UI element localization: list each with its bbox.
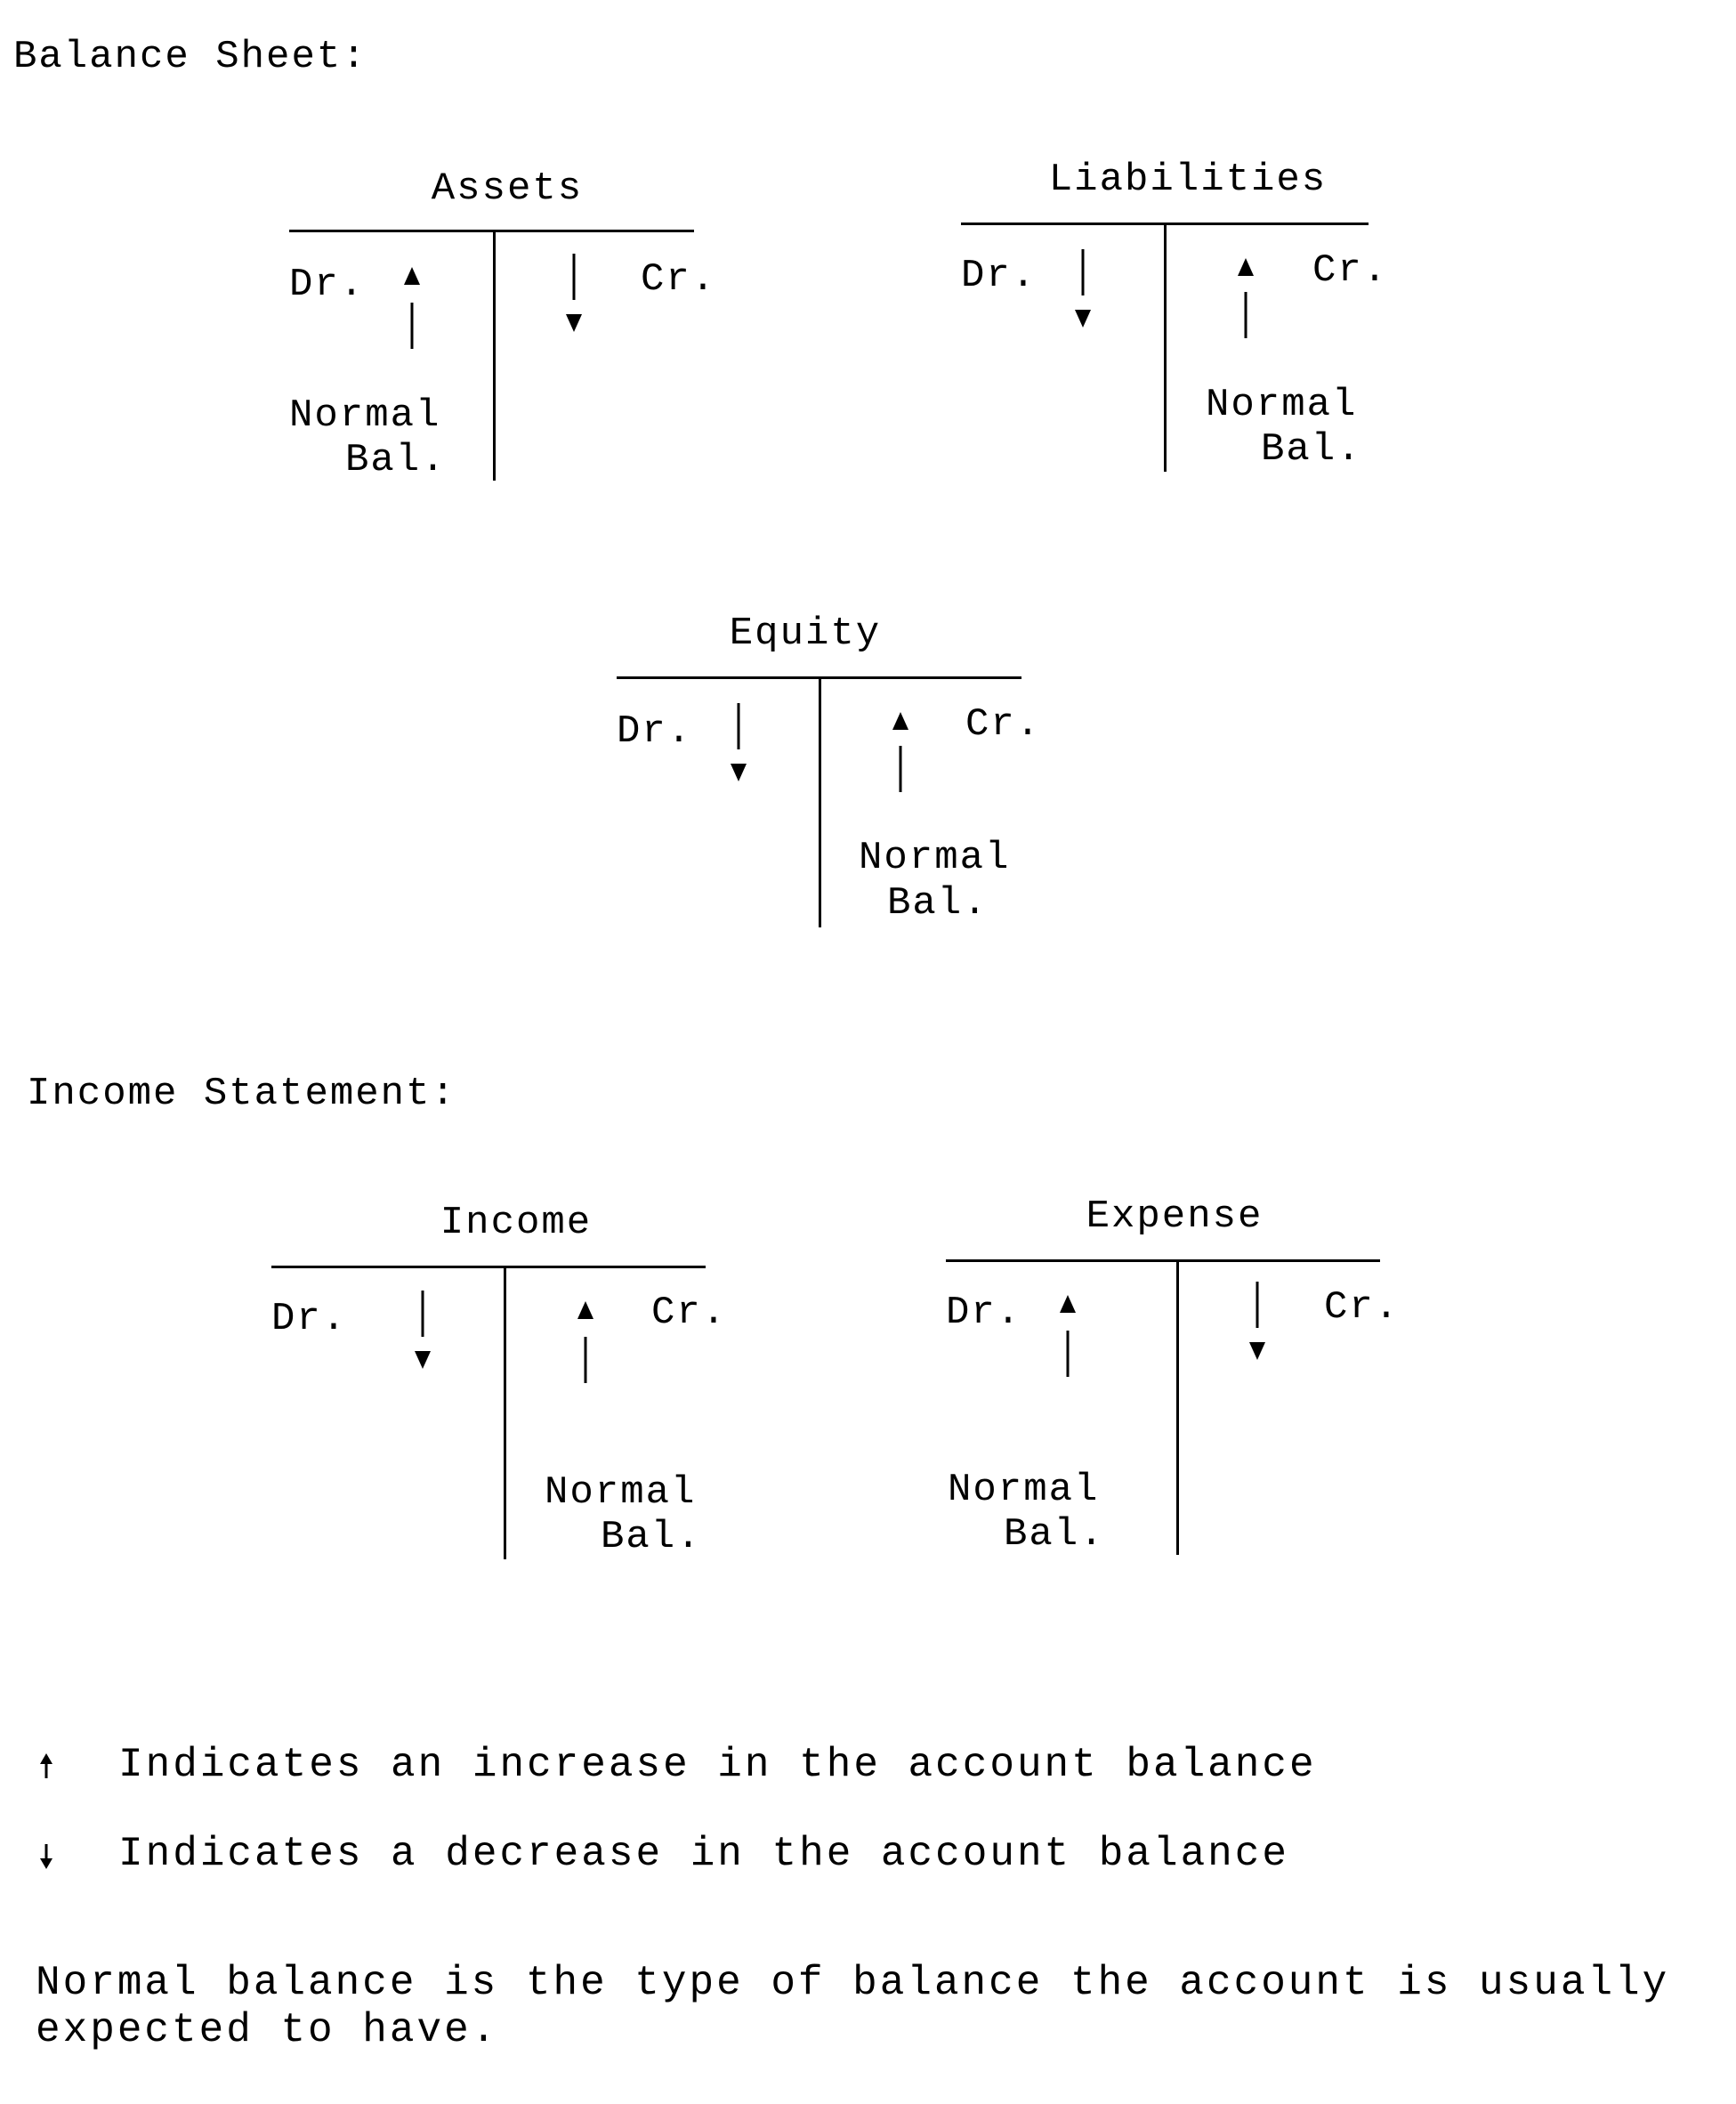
account-title: Equity xyxy=(729,611,882,656)
credit-label: Cr. xyxy=(641,257,717,302)
credit-label: Cr. xyxy=(651,1291,728,1335)
down-arrow-icon xyxy=(561,254,587,332)
note-line1: Normal balance is the type of balance the account is usually xyxy=(36,1960,1670,2006)
up-arrow-icon xyxy=(887,712,914,792)
t-account-center-rule xyxy=(1176,1261,1179,1555)
normal-balance-line1: Normal xyxy=(859,836,1011,880)
credit-label: Cr. xyxy=(1324,1285,1401,1330)
t-account-top-rule xyxy=(289,230,694,232)
balance-sheet-heading: Balance Sheet: xyxy=(13,35,367,79)
normal-balance-line1: Normal xyxy=(545,1470,697,1515)
normal-balance-line2: Bal. xyxy=(601,1515,702,1559)
legend-decrease-text: Indicates a decrease in the account balance xyxy=(118,1831,1289,1877)
debit-label: Dr. xyxy=(271,1297,348,1341)
normal-balance-line2: Bal. xyxy=(1261,427,1362,472)
normal-balance-line2: Bal. xyxy=(1004,1512,1105,1557)
debit-label: Dr. xyxy=(617,709,693,754)
credit-label: Cr. xyxy=(1312,248,1389,293)
account-title: Expense xyxy=(1086,1194,1264,1239)
up-arrow-icon xyxy=(1232,258,1259,338)
normal-balance-line1: Normal xyxy=(948,1468,1100,1512)
down-arrow-icon xyxy=(1070,249,1096,328)
down-arrow-icon xyxy=(725,703,752,781)
credit-label: Cr. xyxy=(965,702,1042,747)
normal-balance-line2: Bal. xyxy=(345,438,447,482)
debit-label: Dr. xyxy=(961,254,1038,298)
account-title: Income xyxy=(440,1201,593,1245)
income-statement-heading: Income Statement: xyxy=(27,1072,456,1116)
legend-increase-text: Indicates an increase in the account balance xyxy=(118,1742,1317,1788)
normal-balance-line1: Normal xyxy=(289,393,441,438)
t-account-center-rule xyxy=(504,1267,506,1559)
up-arrow-icon xyxy=(1054,1295,1081,1377)
t-account-center-rule xyxy=(1164,224,1167,472)
down-arrow-icon xyxy=(409,1291,436,1369)
normal-balance-line2: Bal. xyxy=(887,881,989,926)
t-account-top-rule xyxy=(946,1259,1380,1262)
up-arrow-icon xyxy=(572,1301,599,1383)
note-line2: expected to have. xyxy=(36,2007,499,2053)
down-arrow-icon xyxy=(37,1844,55,1871)
t-account-center-rule xyxy=(493,231,496,481)
t-account-top-rule xyxy=(271,1266,706,1268)
debit-label: Dr. xyxy=(289,263,366,307)
up-arrow-icon xyxy=(37,1753,55,1780)
normal-balance-line1: Normal xyxy=(1206,383,1358,427)
t-account-center-rule xyxy=(819,678,821,927)
up-arrow-icon xyxy=(399,267,425,349)
account-title: Assets xyxy=(431,166,584,211)
down-arrow-icon xyxy=(1244,1282,1271,1360)
debit-label: Dr. xyxy=(946,1291,1022,1335)
account-title: Liabilities xyxy=(1048,158,1328,202)
